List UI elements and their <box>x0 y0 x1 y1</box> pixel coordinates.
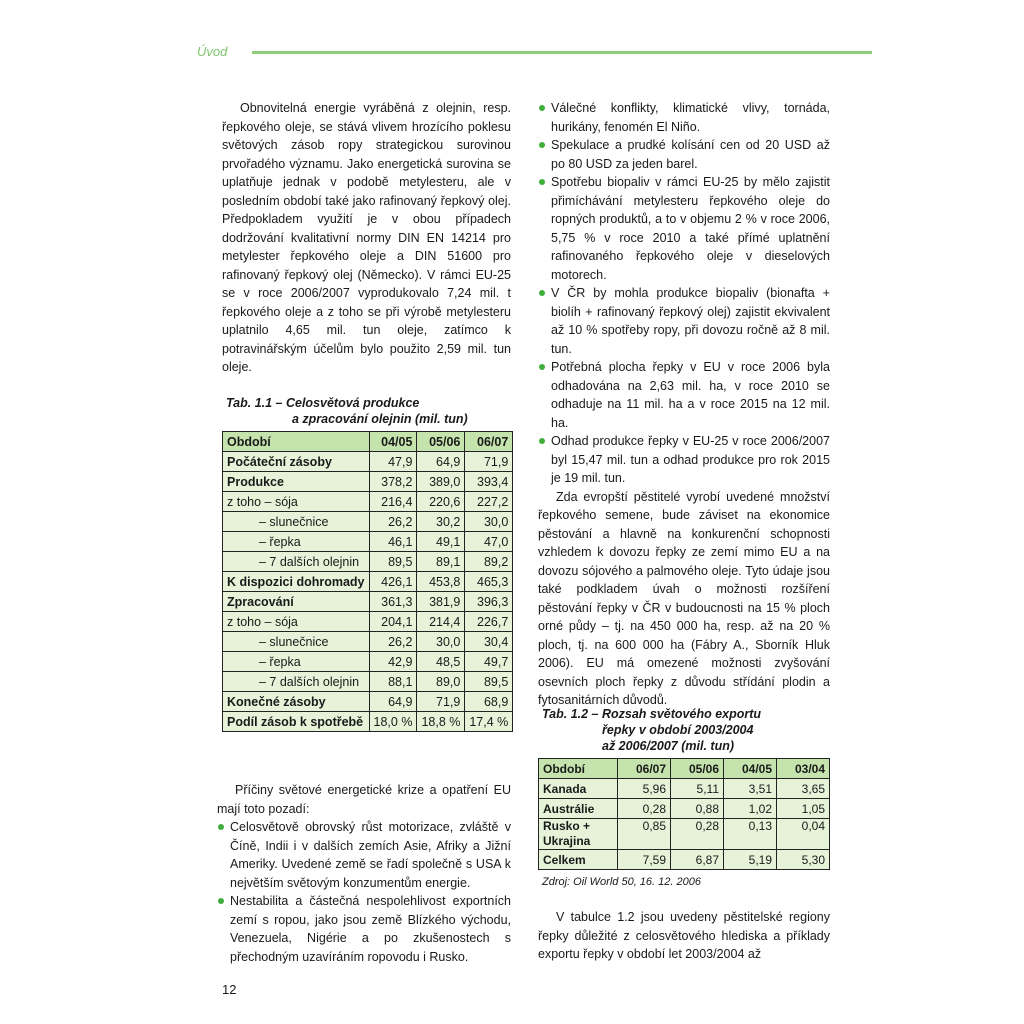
cell: 17,4 % <box>465 712 513 732</box>
factors-list <box>538 99 830 488</box>
table2-caption-line3: až 2006/2007 (mil. tun) <box>602 739 735 753</box>
cell: 0,13 <box>724 819 777 850</box>
table1-header-cell: 06/07 <box>465 432 513 452</box>
cell: 49,7 <box>465 652 513 672</box>
cell: 1,02 <box>724 799 777 819</box>
table1-header-cell: 04/05 <box>369 432 417 452</box>
row-label: Austrálie <box>539 799 618 819</box>
cell: 204,1 <box>369 612 417 632</box>
cell: 18,0 % <box>369 712 417 732</box>
table1 <box>222 431 513 732</box>
cell: 226,7 <box>465 612 513 632</box>
table-row <box>223 672 513 692</box>
cell: 48,5 <box>417 652 465 672</box>
cell: 68,9 <box>465 692 513 712</box>
table2 <box>538 758 830 870</box>
list-item: Válečné konflikty, klimatické vlivy, tornáda, hurikány, fenomén El Niño. <box>538 99 830 136</box>
cell: 5,11 <box>671 779 724 799</box>
cell: 453,8 <box>417 572 465 592</box>
table-row <box>223 452 513 472</box>
table2-header-cell: 04/05 <box>724 759 777 779</box>
cell: 89,5 <box>369 552 417 572</box>
table2-header-cell: 03/04 <box>777 759 830 779</box>
cell: 393,4 <box>465 472 513 492</box>
cell: 49,1 <box>417 532 465 552</box>
cell: 220,6 <box>417 492 465 512</box>
cell: 30,0 <box>465 512 513 532</box>
outlook-paragraph: Zda evropští pěstitelé vyrobí uvedené množství řepkového semene, bude záviset na ekonomice pěstování a hlavně na konkurenční schopnosti vzhledem k dovozu řepky ze zemí mimo EU a na dovozu sójového a palmového oleje. Tyto údaje jsou také podkladem úvah o možnosti rozšíření pěstování řepky v ČR v budoucnosti na 15 % ploch orné půdy – tj. na 450 000 ha, resp. až na 20 % ploch, tj. na 600 000 ha (Fábry A., Sborník Hluk 2006). EU má omezené možnosti zvyšování osevních ploch řepky z důvodu střídání plodin a fytosanitárních důvodů. <box>538 489 830 707</box>
cell: 89,0 <box>417 672 465 692</box>
table1-header-cell: Období <box>223 432 370 452</box>
table1-caption-line2: a zpracování olejnin (mil. tun) <box>292 412 468 426</box>
row-label: Rusko + Ukrajina <box>539 819 618 850</box>
cell: 0,85 <box>618 819 671 850</box>
cell: 7,59 <box>618 850 671 870</box>
cell: 214,4 <box>417 612 465 632</box>
intro-paragraph: Obnovitelná energie vyráběná z olejnin, resp. řepkového oleje, se stává vlivem hrozícího poklesu světových zásob ropy strategickou surovinou prvořadého významu. Jako energetická surovina se uplatňuje jednak v podobě metylesteru, ale v posledním období také jako rafinovaný řepkový olej. Předpokladem využití je v obou případech dodržování kvalitativní normy DIN EN 14214 pro metylester řepkového oleje a DIN 51600 pro rafinovaný řepkový olej (Německo). V rámci EU-25 se v roce 2006/2007 vyprodukovalo 7,24 mil. t řepkového oleje a z toho se při výrobě metylesteru uplatnilo 4,65 mil. tun oleje, zatímco k potravinářským účelům bylo použito 2,59 mil. tun oleje. <box>222 101 511 374</box>
left-column-lower <box>217 781 511 966</box>
table2-source: Zdroj: Oil World 50, 16. 12. 2006 <box>542 876 701 888</box>
cell: 0,28 <box>618 799 671 819</box>
cell: 26,2 <box>369 632 417 652</box>
cell: 89,5 <box>465 672 513 692</box>
list-item: Potřebná plocha řepky v EU v roce 2006 byla odhadována na 2,63 mil. ha, v roce 2010 se odhaduje na 11 mil. ha a v roce 2015 na 12 mil. ha. <box>538 358 830 432</box>
cell: 89,2 <box>465 552 513 572</box>
row-label: – řepka <box>223 532 370 552</box>
bullet-dot-icon <box>539 179 545 185</box>
table2-caption-line2: řepky v období 2003/2004 <box>602 723 754 737</box>
table-row <box>223 512 513 532</box>
table2-header-row <box>539 759 830 779</box>
final-paragraph: V tabulce 1.2 jsou uvedeny pěstitelské regiony řepky důležité z celosvětového hlediska a příklady exportu řepky v období let 2003/2004 až <box>538 910 830 961</box>
cell: 3,65 <box>777 779 830 799</box>
table1-block <box>222 395 510 732</box>
table-row <box>539 779 830 799</box>
table2-caption-line1: Tab. 1.2 – Rozsah světového exportu <box>542 707 762 721</box>
cell: 30,2 <box>417 512 465 532</box>
cell: 0,88 <box>671 799 724 819</box>
row-label: – 7 dalších olejnin <box>223 672 370 692</box>
list-item: Spekulace a prudké kolísání cen od 20 USD až po 80 USD za jeden barel. <box>538 136 830 173</box>
cell: 361,3 <box>369 592 417 612</box>
bullet-dot-icon <box>539 290 545 296</box>
bullet-dot-icon <box>539 105 545 111</box>
table1-header-row <box>223 432 513 452</box>
table-row <box>223 692 513 712</box>
list-item: Odhad produkce řepky v EU-25 v roce 2006/2007 byl 15,47 mil. tun a odhad produkce pro rok 2015 je 19 mil. tun. <box>538 432 830 488</box>
table-row <box>539 819 830 850</box>
table-row <box>223 712 513 732</box>
table-row <box>223 572 513 592</box>
cell: 89,1 <box>417 552 465 572</box>
cell: 26,2 <box>369 512 417 532</box>
row-label: Počáteční zásoby <box>223 452 370 472</box>
page-number: 12 <box>222 982 237 997</box>
section-header: Úvod <box>197 44 228 59</box>
cell: 426,1 <box>369 572 417 592</box>
row-label: – řepka <box>223 652 370 672</box>
table-row <box>539 850 830 870</box>
table-row <box>223 632 513 652</box>
cell: 42,9 <box>369 652 417 672</box>
cell: 5,30 <box>777 850 830 870</box>
table-row <box>223 552 513 572</box>
cell: 1,05 <box>777 799 830 819</box>
list-item: Spotřebu biopaliv v rámci EU-25 by mělo zajistit přimíchávání metylesteru řepkového oleje do ropných produktů, a to v objemu 2 % v roce 2006, 5,75 % v roce 2010 a také přímé uplatnění rafinovaného řepkového oleje v dieselových motorech. <box>538 173 830 284</box>
causes-intro: Příčiny světové energetické krize a opatření EU mají toto pozadí: <box>217 783 511 816</box>
cell: 0,28 <box>671 819 724 850</box>
cell: 46,1 <box>369 532 417 552</box>
table-row <box>539 799 830 819</box>
cell: 5,19 <box>724 850 777 870</box>
table-row <box>223 612 513 632</box>
cell: 396,3 <box>465 592 513 612</box>
left-column-top <box>222 99 511 377</box>
row-label: Zpracování <box>223 592 370 612</box>
right-column-final <box>538 908 830 964</box>
list-item: Nestabilita a částečná nespolehlivost exportních zemí s ropou, jako jsou země Blízkého východu, Venezuela, Nigérie a po zkušenostech s přechodným uzavíráním ropovodu i Rusko. <box>217 892 511 966</box>
table-row <box>223 652 513 672</box>
cell: 64,9 <box>369 692 417 712</box>
table2-header-cell: 05/06 <box>671 759 724 779</box>
causes-list <box>217 818 511 966</box>
row-label: Celkem <box>539 850 618 870</box>
row-label: z toho – sója <box>223 612 370 632</box>
row-label: z toho – sója <box>223 492 370 512</box>
row-label: – slunečnice <box>223 512 370 532</box>
bullet-dot-icon <box>218 898 224 904</box>
bullet-dot-icon <box>539 438 545 444</box>
cell: 465,3 <box>465 572 513 592</box>
cell: 18,8 % <box>417 712 465 732</box>
table1-header-cell: 05/06 <box>417 432 465 452</box>
row-label: Kanada <box>539 779 618 799</box>
cell: 0,04 <box>777 819 830 850</box>
right-column <box>538 99 830 710</box>
cell: 216,4 <box>369 492 417 512</box>
cell: 378,2 <box>369 472 417 492</box>
bullet-dot-icon <box>218 824 224 830</box>
cell: 71,9 <box>465 452 513 472</box>
cell: 71,9 <box>417 692 465 712</box>
row-label: Konečné zásoby <box>223 692 370 712</box>
list-item: V ČR by mohla produkce biopaliv (bionafta + biolíh + rafinovaný řepkový olej) zajistit ekvivalent až 10 % spotřeby ropy, při dovozu ročně až 8 mil. tun. <box>538 284 830 358</box>
header-rule <box>252 51 872 54</box>
cell: 47,0 <box>465 532 513 552</box>
row-label: K dispozici dohromady <box>223 572 370 592</box>
cell: 47,9 <box>369 452 417 472</box>
cell: 88,1 <box>369 672 417 692</box>
table2-block <box>538 706 830 888</box>
cell: 6,87 <box>671 850 724 870</box>
row-label: – slunečnice <box>223 632 370 652</box>
table2-header-cell: 06/07 <box>618 759 671 779</box>
cell: 30,0 <box>417 632 465 652</box>
bullet-dot-icon <box>539 142 545 148</box>
table-row <box>223 532 513 552</box>
row-label: – 7 dalších olejnin <box>223 552 370 572</box>
cell: 64,9 <box>417 452 465 472</box>
table-row <box>223 492 513 512</box>
row-label: Podíl zásob k spotřebě <box>223 712 370 732</box>
table-row <box>223 592 513 612</box>
table1-caption-line1: Tab. 1.1 – Celosvětová produkce <box>226 396 420 410</box>
row-label: Produkce <box>223 472 370 492</box>
table2-header-cell: Období <box>539 759 618 779</box>
cell: 30,4 <box>465 632 513 652</box>
cell: 381,9 <box>417 592 465 612</box>
list-item: Celosvětově obrovský růst motorizace, zvláště v Číně, Indii i v dalších zemích Asie, Afriky a Jižní Ameriky. Uvedené země se řadí společně s USA k největším světovým konzumentům energie. <box>217 818 511 892</box>
bullet-dot-icon <box>539 364 545 370</box>
table-row <box>223 472 513 492</box>
cell: 389,0 <box>417 472 465 492</box>
cell: 3,51 <box>724 779 777 799</box>
cell: 227,2 <box>465 492 513 512</box>
cell: 5,96 <box>618 779 671 799</box>
